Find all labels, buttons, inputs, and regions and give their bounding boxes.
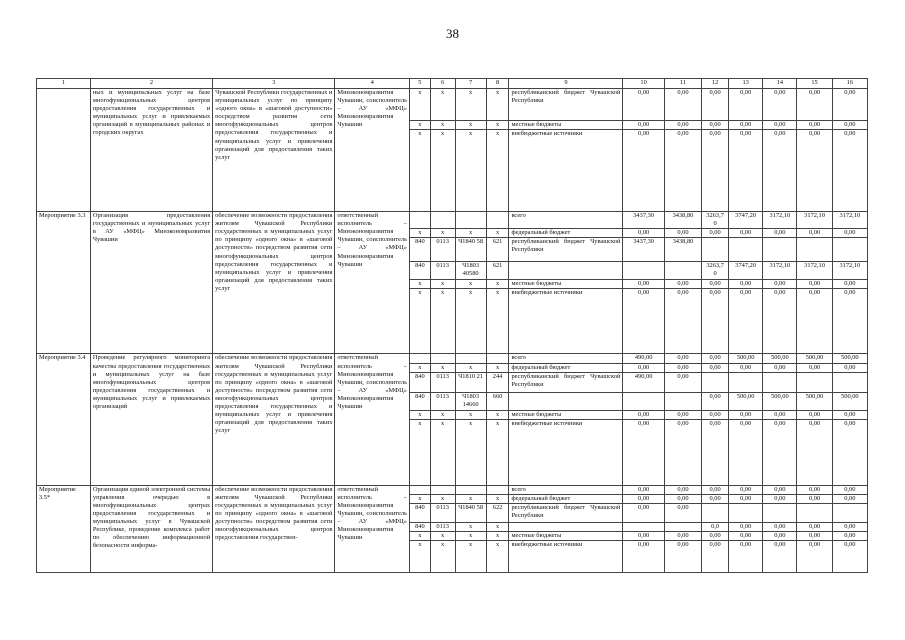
cell-amount: 0,00 bbox=[797, 121, 832, 130]
cell-c7: x bbox=[455, 494, 486, 503]
cell-amount bbox=[832, 372, 867, 392]
cell-amount: 0,00 bbox=[623, 485, 664, 494]
cell-c6: x bbox=[430, 541, 455, 573]
cell-c1: Мероприятие 3.5* bbox=[37, 485, 91, 572]
cell-amount: 0,00 bbox=[729, 419, 763, 485]
cell-c2: Проведение регулярного мониторинга качества предоставления государственных и муниципальных услуг на базе многофункциональных центров предоставления государственных и муниципальных услуг и привлекаемых организаций bbox=[90, 354, 212, 485]
cell-amount: 500,00 bbox=[763, 354, 797, 363]
cell-amount: 0,00 bbox=[702, 410, 729, 419]
cell-amount: 3438,80 bbox=[664, 238, 701, 262]
cell-funding-source: республиканский бюджет Чувашской Республики bbox=[509, 372, 623, 392]
cell-amount: 0,00 bbox=[832, 485, 867, 494]
column-header: 5 bbox=[410, 79, 431, 89]
cell-funding-source: всего bbox=[509, 485, 623, 494]
cell-amount bbox=[702, 372, 729, 392]
cell-amount: 0,00 bbox=[729, 485, 763, 494]
cell-c6: 0113 bbox=[430, 262, 455, 280]
cell-c8: x bbox=[486, 89, 509, 121]
cell-amount: 0,0 bbox=[702, 522, 729, 531]
cell-amount: 0,00 bbox=[702, 485, 729, 494]
cell-amount: 0,00 bbox=[797, 410, 832, 419]
cell-amount: 0,00 bbox=[729, 541, 763, 573]
cell-c5: x bbox=[410, 130, 431, 212]
cell-c7: Ч1840 58 bbox=[455, 238, 486, 262]
cell-c5: 840 bbox=[410, 392, 431, 410]
cell-amount: 0,00 bbox=[763, 289, 797, 354]
cell-c5: x bbox=[410, 494, 431, 503]
cell-amount: 0,00 bbox=[797, 541, 832, 573]
cell-funding-source: местные бюджеты bbox=[509, 280, 623, 289]
cell-c8 bbox=[486, 212, 509, 229]
cell-c5: x bbox=[410, 280, 431, 289]
cell-c8: 621 bbox=[486, 262, 509, 280]
cell-amount: 0,00 bbox=[623, 410, 664, 419]
cell-funding-source: федеральный бюджет bbox=[509, 229, 623, 238]
cell-c8: x bbox=[486, 541, 509, 573]
cell-amount: 0,00 bbox=[664, 485, 701, 494]
cell-c5: 840 bbox=[410, 238, 431, 262]
cell-amount: 0,00 bbox=[797, 229, 832, 238]
cell-c6 bbox=[430, 212, 455, 229]
cell-amount: 0,00 bbox=[763, 89, 797, 121]
cell-amount: 0,00 bbox=[729, 494, 763, 503]
cell-c4: ответственный исполнитель – Минэкономразвития Чувашии, соисполнитель – АУ «МФЦ» Минэкономразвития Чувашии bbox=[335, 354, 410, 485]
cell-funding-source: федеральный бюджет bbox=[509, 494, 623, 503]
cell-amount bbox=[729, 503, 763, 522]
table-body bbox=[37, 89, 868, 573]
cell-amount: 0,00 bbox=[664, 289, 701, 354]
cell-amount bbox=[832, 238, 867, 262]
cell-amount: 3172,10 bbox=[832, 212, 867, 229]
cell-amount: 0,00 bbox=[832, 419, 867, 485]
cell-amount bbox=[623, 262, 664, 280]
cell-c8: x bbox=[486, 522, 509, 531]
cell-funding-source bbox=[509, 522, 623, 531]
cell-amount bbox=[702, 503, 729, 522]
cell-c3: Чувашской Республики государственных и муниципальных услуг по принципу «одного окна» в «шаговой доступности» посредством развития сети многофункциональных центров предоставления государственных и муниципальных услуг и привлечения организаций для предоставления таких услуг bbox=[213, 89, 335, 212]
cell-amount: 0,00 bbox=[763, 130, 797, 212]
cell-c8: x bbox=[486, 410, 509, 419]
cell-amount bbox=[797, 503, 832, 522]
cell-amount: 0,00 bbox=[797, 522, 832, 531]
cell-c5 bbox=[410, 212, 431, 229]
cell-amount: 3172,10 bbox=[797, 262, 832, 280]
cell-c7 bbox=[455, 212, 486, 229]
column-header: 9 bbox=[509, 79, 623, 89]
cell-amount: 0,00 bbox=[664, 372, 701, 392]
cell-c1: Мероприятие 3.4 bbox=[37, 354, 91, 485]
cell-c5: x bbox=[410, 419, 431, 485]
cell-amount: 0,00 bbox=[702, 419, 729, 485]
cell-c5: x bbox=[410, 121, 431, 130]
cell-c7: x bbox=[455, 130, 486, 212]
cell-amount: 0,00 bbox=[729, 121, 763, 130]
cell-amount: 0,00 bbox=[664, 363, 701, 372]
cell-amount: 0,00 bbox=[797, 532, 832, 541]
cell-amount: 0,00 bbox=[832, 410, 867, 419]
cell-funding-source: внебюджетные источники bbox=[509, 541, 623, 573]
cell-funding-source bbox=[509, 262, 623, 280]
cell-amount: 0,00 bbox=[623, 532, 664, 541]
column-header: 4 bbox=[335, 79, 410, 89]
cell-c6 bbox=[430, 354, 455, 363]
cell-amount bbox=[763, 372, 797, 392]
cell-c1 bbox=[37, 89, 91, 212]
cell-c8: 244 bbox=[486, 372, 509, 392]
cell-amount bbox=[763, 503, 797, 522]
cell-c5: x bbox=[410, 229, 431, 238]
cell-c6: x bbox=[430, 280, 455, 289]
cell-c2: ных и муниципальных услуг на базе многофункциональных центров предоставления государственных и муниципальных услуг и привлекаемых организаций в муниципальных районах и городских округах bbox=[90, 89, 212, 212]
cell-funding-source: местные бюджеты bbox=[509, 121, 623, 130]
cell-amount: 0,00 bbox=[797, 485, 832, 494]
cell-c4: ответственный исполнитель – Минэкономразвития Чувашии, соисполнитель – АУ «МФЦ» Минэкономразвития Чувашии bbox=[335, 485, 410, 572]
column-header: 1 bbox=[37, 79, 91, 89]
cell-funding-source: внебюджетные источники bbox=[509, 419, 623, 485]
cell-amount bbox=[797, 238, 832, 262]
cell-c7: x bbox=[455, 121, 486, 130]
cell-amount: 0,00 bbox=[623, 289, 664, 354]
cell-c5: 840 bbox=[410, 262, 431, 280]
cell-amount: 0,00 bbox=[763, 229, 797, 238]
cell-c8: x bbox=[486, 280, 509, 289]
cell-amount: 0,00 bbox=[702, 130, 729, 212]
cell-amount: 0,00 bbox=[702, 280, 729, 289]
cell-c7: x bbox=[455, 363, 486, 372]
cell-amount: 0,00 bbox=[763, 363, 797, 372]
column-header: 7 bbox=[455, 79, 486, 89]
column-header: 3 bbox=[213, 79, 335, 89]
cell-c6: x bbox=[430, 363, 455, 372]
cell-c8: 660 bbox=[486, 392, 509, 410]
cell-funding-source: всего bbox=[509, 354, 623, 363]
cell-c8: x bbox=[486, 121, 509, 130]
cell-amount: 0,00 bbox=[623, 130, 664, 212]
cell-c5: x bbox=[410, 532, 431, 541]
cell-c8: x bbox=[486, 494, 509, 503]
cell-amount: 500,00 bbox=[763, 392, 797, 410]
cell-amount: 0,00 bbox=[832, 494, 867, 503]
cell-amount: 3172,10 bbox=[763, 212, 797, 229]
cell-amount: 0,00 bbox=[664, 541, 701, 573]
cell-c8: x bbox=[486, 363, 509, 372]
cell-amount: 0,00 bbox=[832, 229, 867, 238]
cell-amount: 0,00 bbox=[664, 121, 701, 130]
cell-c6: 0113 bbox=[430, 522, 455, 531]
cell-amount: 0,00 bbox=[664, 494, 701, 503]
cell-amount: 0,00 bbox=[729, 280, 763, 289]
cell-amount: 3437,30 bbox=[623, 212, 664, 229]
cell-c3: обеспечение возможности предоставления жителям Чувашской Республики государственных и муниципальных услуг по принципу «одного окна» в «шаговой доступности» посредством развития сети многофункциональных центров предоставления государственных и муниципальных услуг и привлечения организаций для предоставления таких услуг bbox=[213, 212, 335, 354]
cell-amount: 0,00 bbox=[702, 532, 729, 541]
cell-amount: 0,00 bbox=[832, 89, 867, 121]
cell-c6: x bbox=[430, 410, 455, 419]
cell-amount: 3263,7 0 bbox=[702, 212, 729, 229]
cell-funding-source: федеральный бюджет bbox=[509, 363, 623, 372]
cell-c7: x bbox=[455, 410, 486, 419]
column-header: 11 bbox=[664, 79, 701, 89]
cell-amount: 0,00 bbox=[729, 130, 763, 212]
cell-c8: x bbox=[486, 289, 509, 354]
cell-funding-source: республиканский бюджет Чувашской Республики bbox=[509, 238, 623, 262]
cell-amount: 3747,20 bbox=[729, 262, 763, 280]
cell-amount: 0,00 bbox=[729, 410, 763, 419]
column-header: 8 bbox=[486, 79, 509, 89]
cell-amount: 0,00 bbox=[702, 392, 729, 410]
cell-amount: 0,00 bbox=[623, 363, 664, 372]
cell-amount: 0,00 bbox=[832, 130, 867, 212]
cell-c7: x bbox=[455, 532, 486, 541]
cell-amount: 0,00 bbox=[832, 541, 867, 573]
cell-amount: 3172,10 bbox=[797, 212, 832, 229]
cell-c7: Ч1803 40580 bbox=[455, 262, 486, 280]
column-header: 10 bbox=[623, 79, 664, 89]
cell-amount: 500,00 bbox=[729, 392, 763, 410]
cell-c6: 0113 bbox=[430, 392, 455, 410]
cell-c3: обеспечение возможности предоставления жителям Чувашской Республики государственных и муниципальных услуг по принципу «одного окна» в «шаговой доступности» посредством развития сети многофункциональных центров предоставления государственных и муниципальных услуг и привлечения организаций для предоставления таких услуг bbox=[213, 354, 335, 485]
cell-amount: 0,00 bbox=[623, 89, 664, 121]
cell-amount: 0,00 bbox=[832, 522, 867, 531]
cell-amount: 0,00 bbox=[623, 280, 664, 289]
cell-amount: 0,00 bbox=[702, 541, 729, 573]
cell-funding-source bbox=[509, 392, 623, 410]
cell-amount: 500,00 bbox=[729, 354, 763, 363]
cell-c6 bbox=[430, 485, 455, 494]
cell-c7 bbox=[455, 354, 486, 363]
cell-amount bbox=[702, 238, 729, 262]
cell-c5: 840 bbox=[410, 522, 431, 531]
table-row bbox=[37, 212, 868, 229]
cell-c8: 621 bbox=[486, 238, 509, 262]
cell-c5 bbox=[410, 485, 431, 494]
cell-amount: 3263,7 0 bbox=[702, 262, 729, 280]
cell-c7: x bbox=[455, 522, 486, 531]
cell-c6: 0113 bbox=[430, 503, 455, 522]
cell-amount: 0,00 bbox=[664, 532, 701, 541]
cell-c5: x bbox=[410, 541, 431, 573]
cell-c7: x bbox=[455, 280, 486, 289]
cell-amount: 490,00 bbox=[623, 354, 664, 363]
cell-c6: x bbox=[430, 89, 455, 121]
cell-c8: 622 bbox=[486, 503, 509, 522]
cell-amount: 0,00 bbox=[702, 354, 729, 363]
cell-c7: x bbox=[455, 229, 486, 238]
cell-amount bbox=[729, 372, 763, 392]
table-row bbox=[37, 89, 868, 121]
cell-c7 bbox=[455, 485, 486, 494]
column-header: 14 bbox=[763, 79, 797, 89]
cell-amount: 0,00 bbox=[623, 494, 664, 503]
cell-amount: 3172,10 bbox=[763, 262, 797, 280]
cell-amount: 0,00 bbox=[763, 485, 797, 494]
cell-amount: 0,00 bbox=[623, 541, 664, 573]
table-row bbox=[37, 485, 868, 494]
cell-c7: Ч1810 21 bbox=[455, 372, 486, 392]
cell-amount: 500,00 bbox=[797, 354, 832, 363]
cell-amount bbox=[623, 392, 664, 410]
cell-amount: 0,00 bbox=[664, 130, 701, 212]
cell-amount: 0,00 bbox=[797, 289, 832, 354]
cell-c8: x bbox=[486, 532, 509, 541]
cell-amount: 3172,10 bbox=[832, 262, 867, 280]
cell-c6: x bbox=[430, 494, 455, 503]
cell-amount: 0,00 bbox=[702, 121, 729, 130]
cell-c6: x bbox=[430, 532, 455, 541]
cell-amount: 0,00 bbox=[664, 410, 701, 419]
cell-amount bbox=[664, 392, 701, 410]
cell-amount: 0,00 bbox=[623, 503, 664, 522]
cell-funding-source: внебюджетные источники bbox=[509, 289, 623, 354]
cell-amount: 0,00 bbox=[702, 229, 729, 238]
cell-amount: 0,00 bbox=[763, 410, 797, 419]
cell-c7: Ч1803 14660 bbox=[455, 392, 486, 410]
cell-amount: 0,00 bbox=[763, 494, 797, 503]
cell-amount: 3437,30 bbox=[623, 238, 664, 262]
cell-c2: Организация предоставления государственных и муниципальных услуг в АУ «МФЦ» Минэкономразвития Чувашии bbox=[90, 212, 212, 354]
cell-funding-source: республиканский бюджет Чувашской Республики bbox=[509, 503, 623, 522]
cell-amount: 0,00 bbox=[797, 419, 832, 485]
cell-amount: 0,00 bbox=[763, 522, 797, 531]
cell-amount: 0,00 bbox=[729, 289, 763, 354]
cell-c7: Ч1840 58 bbox=[455, 503, 486, 522]
cell-c8 bbox=[486, 354, 509, 363]
cell-amount: 0,00 bbox=[623, 229, 664, 238]
cell-c5: x bbox=[410, 289, 431, 354]
cell-amount bbox=[623, 522, 664, 531]
cell-amount: 0,00 bbox=[832, 121, 867, 130]
cell-funding-source: внебюджетные источники bbox=[509, 130, 623, 212]
cell-c5: 840 bbox=[410, 503, 431, 522]
cell-c5 bbox=[410, 354, 431, 363]
cell-c6: x bbox=[430, 130, 455, 212]
cell-amount: 0,00 bbox=[664, 503, 701, 522]
cell-amount: 0,00 bbox=[763, 419, 797, 485]
cell-amount: 0,00 bbox=[797, 494, 832, 503]
cell-c6: x bbox=[430, 229, 455, 238]
page-number: 38 bbox=[446, 26, 459, 41]
cell-amount: 0,00 bbox=[832, 289, 867, 354]
cell-amount: 0,00 bbox=[832, 280, 867, 289]
cell-amount: 500,00 bbox=[832, 392, 867, 410]
cell-amount: 0,00 bbox=[664, 280, 701, 289]
cell-amount: 0,00 bbox=[702, 289, 729, 354]
column-header: 15 bbox=[797, 79, 832, 89]
cell-amount: 500,00 bbox=[797, 392, 832, 410]
cell-funding-source: местные бюджеты bbox=[509, 532, 623, 541]
cell-amount bbox=[729, 238, 763, 262]
cell-amount: 0,00 bbox=[729, 89, 763, 121]
cell-amount: 0,00 bbox=[763, 532, 797, 541]
table-row bbox=[37, 354, 868, 363]
cell-funding-source: всего bbox=[509, 212, 623, 229]
cell-c5: 840 bbox=[410, 372, 431, 392]
cell-amount: 0,00 bbox=[729, 522, 763, 531]
cell-amount: 0,00 bbox=[763, 541, 797, 573]
cell-amount: 3438,80 bbox=[664, 212, 701, 229]
cell-c6: x bbox=[430, 419, 455, 485]
column-header: 6 bbox=[430, 79, 455, 89]
cell-amount: 490,00 bbox=[623, 372, 664, 392]
budget-table bbox=[36, 78, 868, 573]
cell-c1: Мероприятие 3.3 bbox=[37, 212, 91, 354]
cell-c5: x bbox=[410, 89, 431, 121]
cell-funding-source: местные бюджеты bbox=[509, 410, 623, 419]
cell-c7: x bbox=[455, 289, 486, 354]
cell-c7: x bbox=[455, 419, 486, 485]
cell-c2: Организация единой электронной системы управления очередью в многофункциональных центрах предоставления государственных и муниципальных услуг в Чувашской Республике, проведение комплекса работ по обеспечению информационной безопасности информа- bbox=[90, 485, 212, 572]
cell-c5: x bbox=[410, 410, 431, 419]
cell-amount bbox=[664, 522, 701, 531]
cell-amount: 0,00 bbox=[832, 532, 867, 541]
cell-c5: x bbox=[410, 363, 431, 372]
column-header: 2 bbox=[90, 79, 212, 89]
cell-amount: 0,00 bbox=[623, 121, 664, 130]
cell-amount: 0,00 bbox=[664, 419, 701, 485]
cell-c7: x bbox=[455, 541, 486, 573]
column-header: 13 bbox=[729, 79, 763, 89]
cell-amount: 0,00 bbox=[664, 89, 701, 121]
cell-c8: x bbox=[486, 229, 509, 238]
cell-funding-source: республиканский бюджет Чувашской Республики bbox=[509, 89, 623, 121]
column-header: 12 bbox=[702, 79, 729, 89]
cell-amount: 0,00 bbox=[797, 89, 832, 121]
cell-amount: 0,00 bbox=[702, 89, 729, 121]
cell-c7: x bbox=[455, 89, 486, 121]
cell-amount: 0,00 bbox=[702, 494, 729, 503]
cell-amount: 0,00 bbox=[664, 354, 701, 363]
cell-amount: 500,00 bbox=[832, 354, 867, 363]
cell-amount: 0,00 bbox=[702, 363, 729, 372]
cell-amount bbox=[832, 503, 867, 522]
cell-amount bbox=[763, 238, 797, 262]
cell-amount: 0,00 bbox=[763, 121, 797, 130]
cell-amount: 0,00 bbox=[623, 419, 664, 485]
cell-amount: 0,00 bbox=[664, 229, 701, 238]
cell-c6: x bbox=[430, 289, 455, 354]
cell-amount bbox=[797, 372, 832, 392]
cell-c4: ответственный исполнитель – Минэкономразвития Чувашии, соисполнитель – АУ «МФЦ» Минэкономразвития Чувашии bbox=[335, 212, 410, 354]
cell-amount: 0,00 bbox=[797, 280, 832, 289]
cell-amount: 0,00 bbox=[729, 532, 763, 541]
header-row bbox=[37, 79, 868, 89]
cell-c3: обеспечение возможности предоставления жителям Чувашской Республики государственных и муниципальных услуг по принципу «одного окна» в «шаговой доступности» посредством развития сети многофункциональных центров предоставления государствен- bbox=[213, 485, 335, 572]
column-header: 16 bbox=[832, 79, 867, 89]
cell-amount bbox=[664, 262, 701, 280]
cell-c6: 0113 bbox=[430, 238, 455, 262]
cell-amount: 0,00 bbox=[797, 363, 832, 372]
cell-amount: 0,00 bbox=[832, 363, 867, 372]
cell-c6: 0113 bbox=[430, 372, 455, 392]
cell-c4: Минэкономразвития Чувашии, соисполнитель – АУ «МФЦ» Минэкономразвития Чувашии bbox=[335, 89, 410, 212]
cell-c8: x bbox=[486, 419, 509, 485]
cell-amount: 3747,20 bbox=[729, 212, 763, 229]
cell-c8: x bbox=[486, 130, 509, 212]
cell-amount: 0,00 bbox=[797, 130, 832, 212]
cell-amount: 0,00 bbox=[763, 280, 797, 289]
cell-c6: x bbox=[430, 121, 455, 130]
cell-amount: 0,00 bbox=[729, 363, 763, 372]
cell-c8 bbox=[486, 485, 509, 494]
cell-amount: 0,00 bbox=[729, 229, 763, 238]
